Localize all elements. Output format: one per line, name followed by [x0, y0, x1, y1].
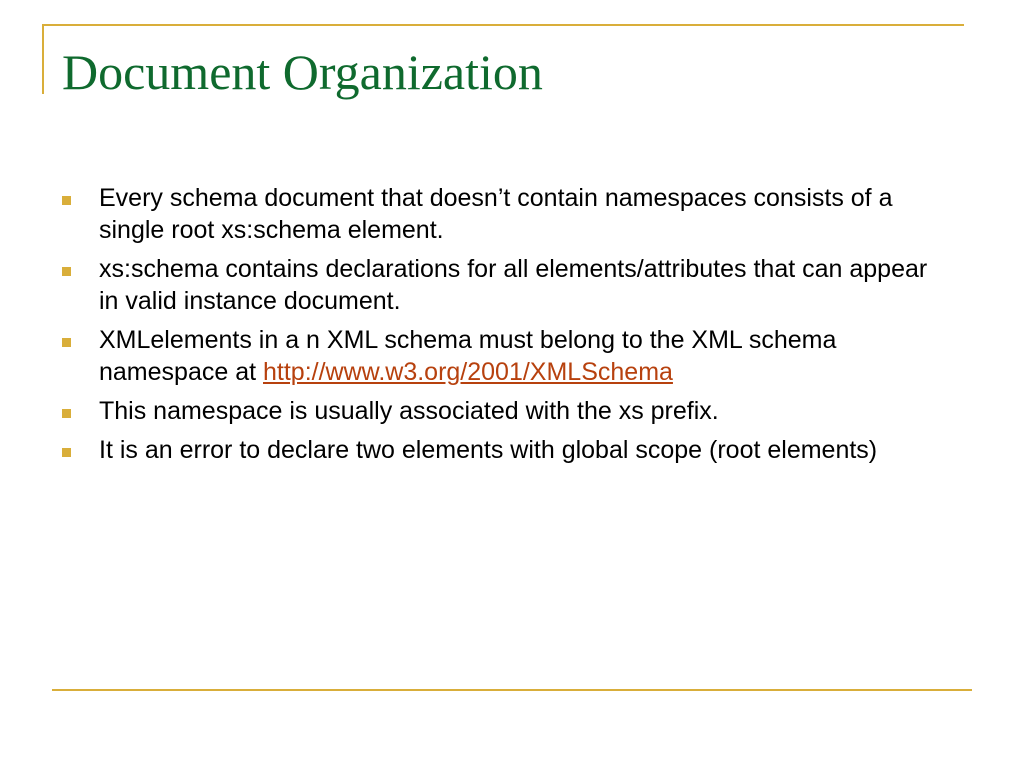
- square-bullet-icon: [62, 338, 71, 347]
- bullet-item: [62, 395, 942, 427]
- bullet-item: [62, 324, 942, 388]
- frame-top-rule: [42, 24, 964, 26]
- slide-title: Document Organization: [62, 44, 543, 100]
- bullet-text: xs:schema contains declarations for all elements/attributes that can appear in valid instance document.: [99, 255, 928, 315]
- bullet-item: [62, 253, 942, 317]
- bullet-text: This namespace is usually associated with the xs prefix.: [99, 397, 719, 425]
- square-bullet-icon: [62, 196, 71, 205]
- square-bullet-icon: [62, 267, 71, 276]
- frame-bottom-rule: [52, 689, 972, 691]
- bullet-text: XMLelements in a n XML schema must belong to the XML schema namespace at: [99, 326, 837, 386]
- square-bullet-icon: [62, 448, 71, 457]
- bullet-text: It is an error to declare two elements with global scope (root elements): [99, 436, 878, 464]
- bullet-list: [62, 182, 942, 473]
- bullet-text: Every schema document that doesn’t contain namespaces consists of a single root xs:schema element.: [99, 184, 893, 244]
- bullet-item: [62, 182, 942, 246]
- square-bullet-icon: [62, 409, 71, 418]
- frame-left-rule: [42, 24, 44, 94]
- xml-schema-namespace-link[interactable]: http://www.w3.org/2001/XMLSchema: [263, 358, 673, 386]
- bullet-item: [62, 434, 942, 466]
